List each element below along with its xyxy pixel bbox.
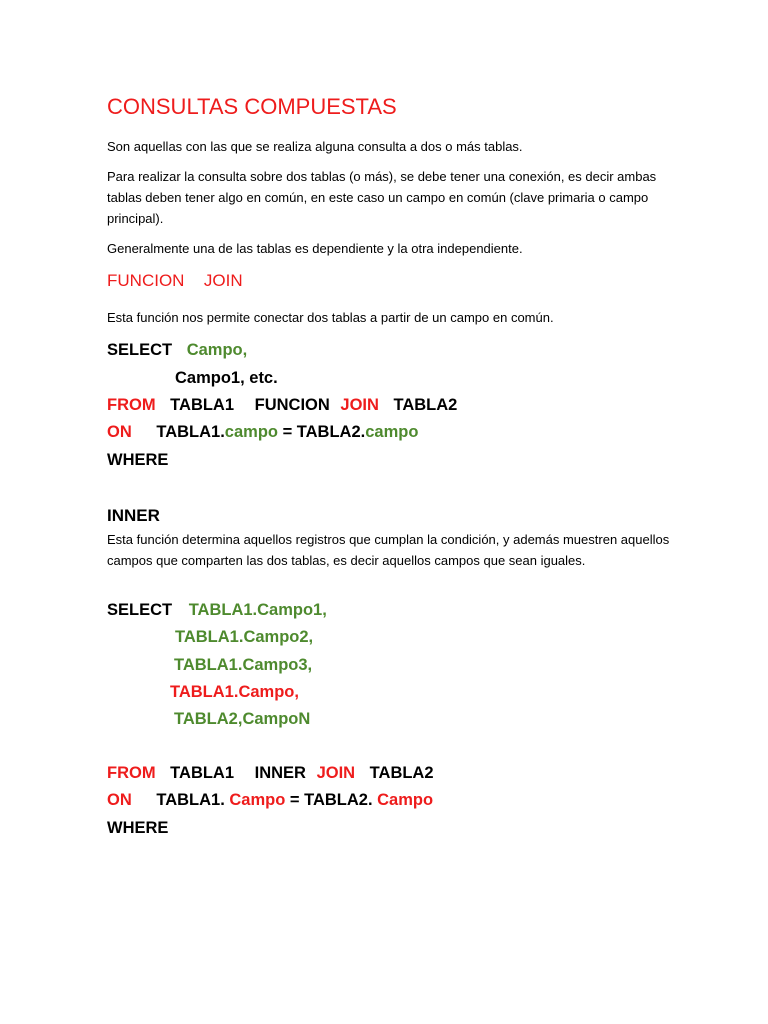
on-campo2: campo — [365, 423, 419, 441]
inner-on-line — [107, 791, 433, 810]
inner-field-4: TABLA1.Campo, — [170, 683, 299, 701]
on-campo1: campo — [224, 423, 278, 441]
inner-from-line — [107, 764, 434, 783]
code-select-line — [107, 341, 247, 360]
funcion-description: Esta función nos permite conectar dos tablas a partir de un campo en común. — [107, 310, 554, 325]
on-keyword: ON — [107, 423, 132, 441]
intro-paragraph: Son aquellas con las que se realiza alguna consulta a dos o más tablas. — [107, 139, 523, 154]
connection-paragraph: Para realizar la consulta sobre dos tablas (o más), se debe tener una conexión, es decir ambas tablas deben tener algo en común, en este caso un campo en común (clave primaria o campo principal). — [107, 169, 657, 226]
page-title: CONSULTAS COMPUESTAS — [107, 94, 397, 119]
code-select-field2: Campo1, etc. — [175, 369, 278, 387]
inner-on-equals: = TABLA2. — [285, 791, 378, 809]
join-heading-word: JOIN — [203, 271, 243, 290]
on-table1: TABLA1. — [156, 423, 225, 441]
inner-from-join: JOIN — [316, 764, 356, 782]
inner-where-keyword: WHERE — [107, 819, 169, 837]
from-join: JOIN — [340, 396, 379, 414]
funcion-heading — [107, 271, 243, 291]
inner-from-table2: TABLA2 — [369, 764, 434, 782]
from-keyword: FROM — [107, 396, 156, 414]
inner-on-keyword: ON — [107, 791, 132, 809]
funcion-heading-word: FUNCION — [107, 271, 185, 290]
inner-on-table1: TABLA1. — [156, 791, 230, 809]
inner-on-campo1: Campo — [229, 791, 286, 809]
code-on-line — [107, 423, 418, 442]
inner-from-inner: INNER — [254, 764, 306, 782]
from-funcion: FUNCION — [254, 396, 330, 414]
inner-description: Esta función determina aquellos registros que cumplan la condición, y además muestren aquellos campos que comparten las dos tablas, es decir aquellos campos que sean iguales. — [107, 532, 670, 568]
inner-heading: INNER — [107, 506, 160, 525]
code-from-line — [107, 396, 457, 415]
from-table2: TABLA2 — [393, 396, 458, 414]
inner-from-keyword: FROM — [107, 764, 156, 782]
inner-field-2: TABLA1.Campo2, — [175, 628, 314, 646]
inner-on-campo2: Campo — [377, 791, 434, 809]
inner-select-line — [107, 601, 327, 620]
inner-field-3: TABLA1.Campo3, — [174, 656, 313, 674]
inner-field-1: TABLA1.Campo1, — [188, 601, 327, 619]
inner-field-5: TABLA2,CampoN — [174, 710, 311, 728]
select-field: Campo, — [186, 341, 248, 359]
on-equals: = TABLA2. — [277, 423, 366, 441]
from-table1: TABLA1 — [170, 396, 235, 414]
dependency-paragraph: Generalmente una de las tablas es dependiente y la otra independiente. — [107, 241, 523, 256]
inner-from-table1: TABLA1 — [170, 764, 235, 782]
where-keyword: WHERE — [107, 451, 169, 469]
select-keyword: SELECT — [107, 341, 173, 359]
inner-select-keyword: SELECT — [107, 601, 173, 619]
